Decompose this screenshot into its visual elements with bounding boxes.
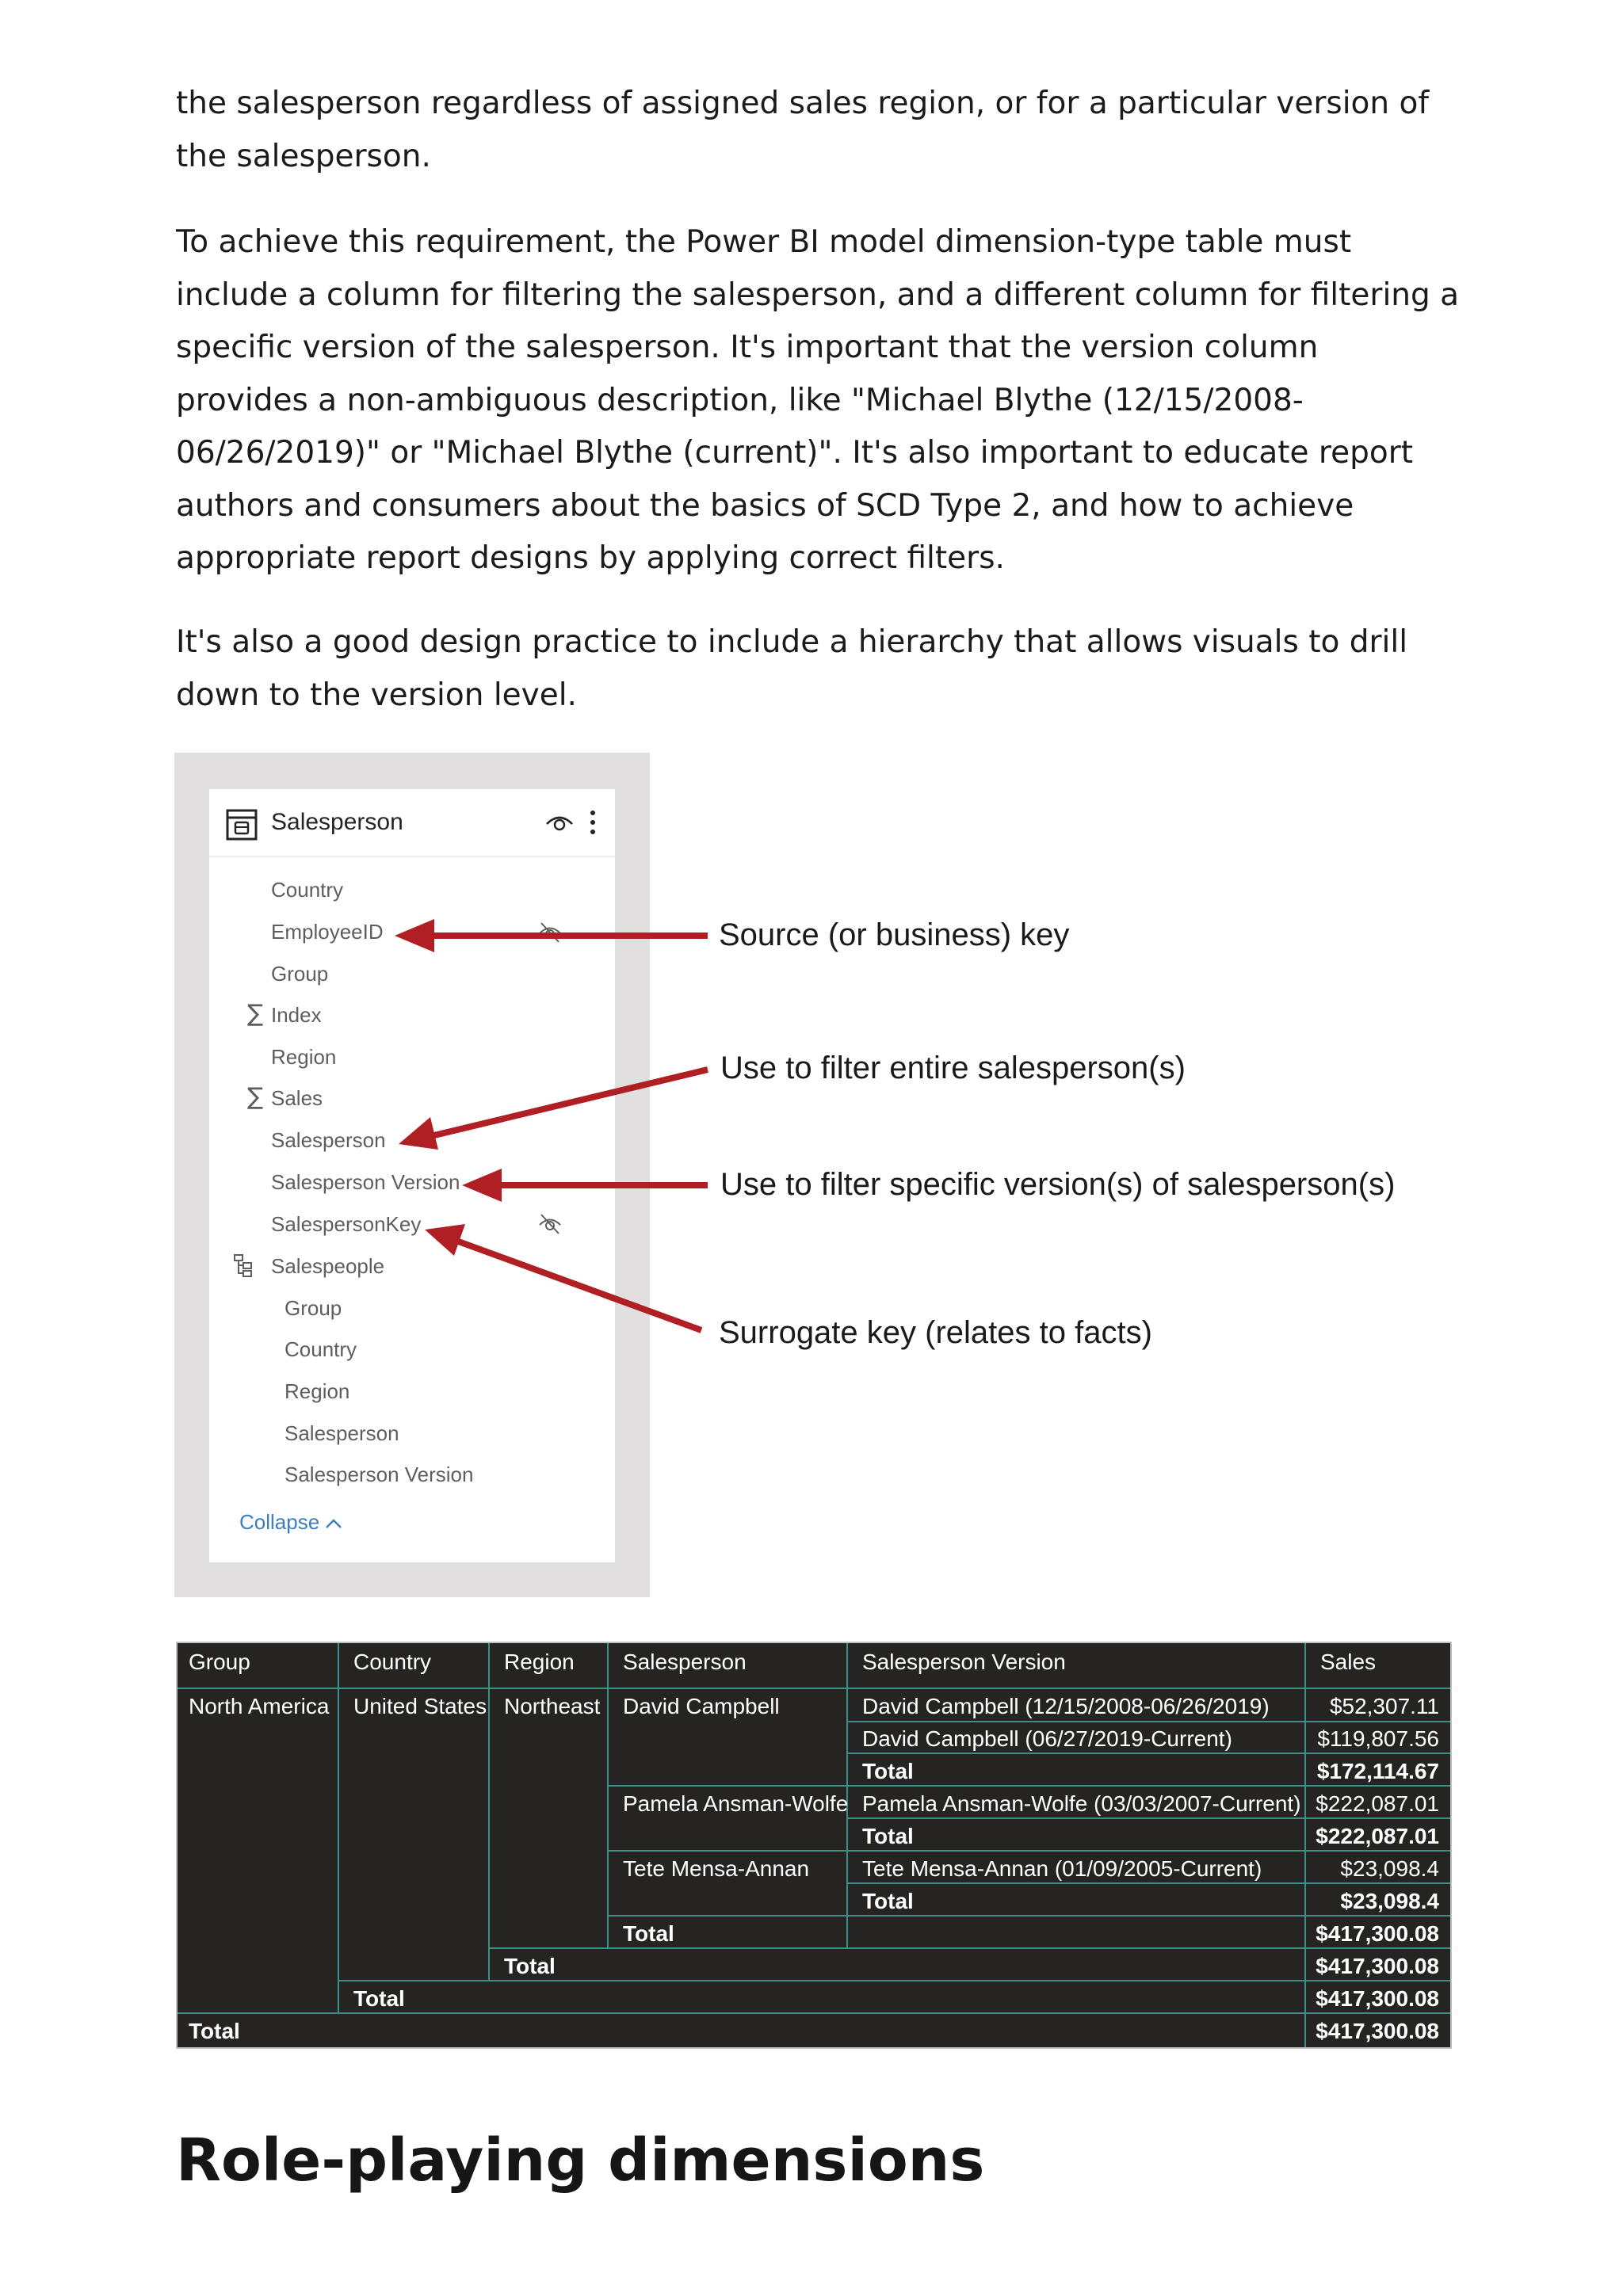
hierarchy-level-country[interactable]: Country xyxy=(285,1337,357,1361)
region-total-label: Total xyxy=(623,1921,674,1946)
region-total-value: $417,300.08 xyxy=(1316,1921,1439,1946)
arrowhead xyxy=(399,1117,438,1150)
field-country[interactable]: Country xyxy=(271,878,344,902)
column-divider xyxy=(338,1643,339,2012)
column-header-region: Region xyxy=(504,1650,575,1674)
hierarchy-level-group[interactable]: Group xyxy=(285,1296,342,1320)
region-cell: Northeast xyxy=(504,1694,601,1718)
field-group[interactable]: Group xyxy=(271,962,329,986)
subtotal-label: Total xyxy=(862,1889,914,1913)
sales-cell: $52,307.11 xyxy=(1329,1694,1439,1718)
version-cell: Tete Mensa-Annan (01/09/2005-Current) xyxy=(862,1856,1262,1881)
section-heading: Role-playing dimensions xyxy=(176,2126,985,2195)
subtotal-value: $23,098.4 xyxy=(1340,1889,1439,1913)
column-divider xyxy=(1304,1643,1306,2047)
column-header-country: Country xyxy=(353,1650,432,1674)
arrow-surrogate-key xyxy=(454,1240,701,1330)
arrow-filter-entire xyxy=(434,1070,708,1135)
salesperson-cell: David Campbell xyxy=(623,1694,780,1718)
version-cell: David Campbell (12/15/2008-06/26/2019) xyxy=(862,1694,1270,1718)
column-divider xyxy=(488,1643,490,1980)
row-divider xyxy=(846,1817,1450,1819)
sigma-icon: ∑ xyxy=(247,1000,264,1028)
salesperson-cell: Tete Mensa-Annan xyxy=(623,1856,810,1881)
callout-surrogate-key: Surrogate key (relates to facts) xyxy=(719,1315,1152,1350)
subtotal-label: Total xyxy=(862,1824,914,1848)
callout-filter-version: Use to filter specific version(s) of salesperson(s) xyxy=(720,1167,1396,1202)
arrowhead xyxy=(462,1169,502,1202)
subtotal-value: $222,087.01 xyxy=(1316,1824,1439,1848)
row-divider xyxy=(846,1882,1450,1884)
sales-cell: $23,098.4 xyxy=(1340,1856,1439,1881)
row-divider xyxy=(607,1915,1450,1917)
field-employeeid[interactable]: EmployeeID xyxy=(271,920,384,944)
country-cell: United States xyxy=(353,1694,487,1718)
row-divider xyxy=(846,1753,1450,1754)
country-total-label: Total xyxy=(504,1954,556,1978)
sales-cell: $119,807.56 xyxy=(1317,1726,1439,1751)
sales-cell: $222,087.01 xyxy=(1316,1791,1439,1816)
row-divider xyxy=(488,1947,1450,1949)
subtotal-label: Total xyxy=(862,1759,914,1783)
requirement-paragraph: To achieve this requirement, the Power BI model dimension-type table must include a column for filtering the salesperson, and a different column for filtering a specific version of the salesperson. It's important that the version column provides a non-ambiguous description, like "Michael Blythe (12/15/2008-06/26/2019)" or "Michael Blythe (current)". It's also important to educate report authors and consumers about the basics of SCD Type 2, and how to achieve appropriate report designs by applying correct filters. xyxy=(176,224,1460,576)
arrowhead xyxy=(395,919,434,952)
field-salespersonkey[interactable]: SalespersonKey xyxy=(271,1212,422,1236)
column-header-group: Group xyxy=(189,1650,250,1674)
callout-filter-entire: Use to filter entire salesperson(s) xyxy=(720,1051,1186,1085)
column-divider xyxy=(607,1643,609,1947)
country-total-value: $417,300.08 xyxy=(1316,1954,1439,1978)
subtotal-value: $172,114.67 xyxy=(1316,1759,1439,1783)
group-cell: North America xyxy=(189,1694,330,1718)
field-salesperson-version[interactable]: Salesperson Version xyxy=(271,1170,460,1194)
group-total-label: Total xyxy=(353,1986,405,2011)
row-divider xyxy=(178,2012,1450,2014)
hierarchy-level-region[interactable]: Region xyxy=(285,1379,350,1403)
row-divider xyxy=(338,1980,1450,1981)
intro-paragraph: the salesperson regardless of assigned sales region, or for a particular version of the salesperson. xyxy=(176,86,1430,174)
group-total-value: $417,300.08 xyxy=(1316,1986,1439,2011)
column-header-sales: Sales xyxy=(1320,1650,1377,1674)
field-region[interactable]: Region xyxy=(271,1045,337,1069)
hierarchy-level-salesperson-version[interactable]: Salesperson Version xyxy=(285,1463,474,1486)
sigma-icon: ∑ xyxy=(247,1083,264,1111)
grand-total-value: $417,300.08 xyxy=(1316,2019,1439,2043)
table-name: Salesperson xyxy=(271,809,403,835)
grand-total-label: Total xyxy=(189,2019,240,2043)
header-divider xyxy=(178,1688,1450,1689)
version-cell: David Campbell (06/27/2019-Current) xyxy=(862,1726,1232,1751)
hierarchy-paragraph: It's also a good design practice to include a hierarchy that allows visuals to drill down to the version level. xyxy=(176,624,1408,713)
column-header-salesperson: Salesperson xyxy=(623,1650,747,1674)
row-divider xyxy=(607,1850,1450,1852)
collapse-label: Collapse xyxy=(239,1510,320,1534)
row-divider xyxy=(846,1721,1450,1722)
callout-source-key: Source (or business) key xyxy=(719,917,1070,952)
field-sales[interactable]: Sales xyxy=(271,1086,323,1110)
field-salespeople-hierarchy[interactable]: Salespeople xyxy=(271,1254,385,1278)
field-index[interactable]: Index xyxy=(271,1003,322,1027)
field-salesperson[interactable]: Salesperson xyxy=(271,1128,386,1152)
row-divider xyxy=(607,1785,1450,1787)
sales-matrix-table xyxy=(176,1642,1452,2049)
version-cell: Pamela Ansman-Wolfe (03/03/2007-Current) xyxy=(862,1791,1301,1816)
arrowhead xyxy=(425,1224,465,1256)
column-header-salesperson-version: Salesperson Version xyxy=(862,1650,1066,1674)
hierarchy-level-salesperson[interactable]: Salesperson xyxy=(285,1421,399,1445)
salesperson-cell: Pamela Ansman-Wolfe xyxy=(623,1791,849,1816)
